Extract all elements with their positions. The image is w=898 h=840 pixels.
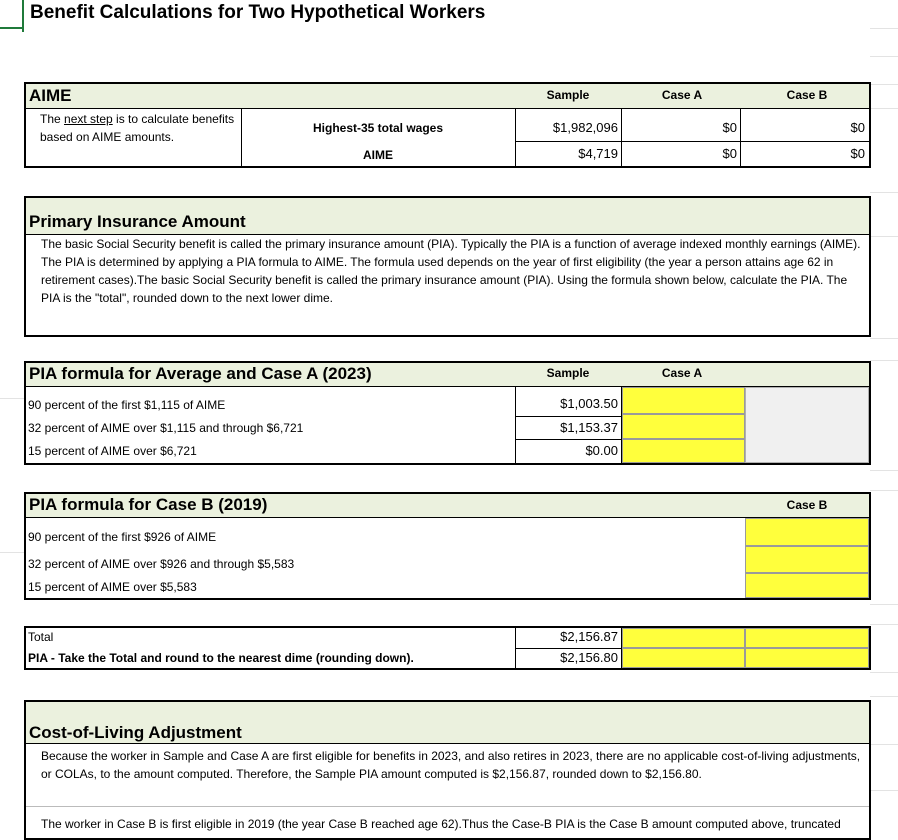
formula-b-row-label: 32 percent of AIME over $926 and through $5,583 [28,557,295,571]
gridline [870,84,898,85]
col-header-sample: Sample [546,366,590,380]
formula-a-row-label: 90 percent of the first $1,115 of AIME [28,398,226,412]
divider [26,517,869,518]
gridline [870,338,898,339]
gridline [870,236,898,237]
aime-row-label-wages: Highest-35 total wages [312,121,444,135]
col-header-case-b: Case B [786,498,828,512]
gridline [870,28,898,29]
aime-heading: AIME [29,86,72,105]
formula-b-row-label: 15 percent of AIME over $5,583 [28,580,197,594]
gridline [870,470,898,471]
cola-heading: Cost-of-Living Adjustment [29,723,242,742]
aime-value-case-b: $0 [850,146,865,161]
gridline [870,56,898,57]
gridline [0,552,24,553]
cola-case-b-note: The worker in Case B is first eligible in 2019 (the year Case B reached age 62).Thus the Case-B PIA is the Case B amount computed above, truncated [41,817,841,831]
divider [26,108,869,109]
aime-value-case-a: $0 [722,146,737,161]
formula-b-row-label: 90 percent of the first $926 of AIME [28,530,217,544]
active-cell-indicator [0,27,22,29]
total-sample-value: $2,156.87 [560,629,618,644]
pia-description: The basic Social Security benefit is called the primary insurance amount (PIA). Typically the PIA is a function of average indexed monthly earnings (AIME). The PIA is determined by applying a PIA formula to AIME. The formula used depends on the year of first eligibility (the year a person attains age 62 in retirement cases).The basic Social Security benefit is called the primary insurance amount (PIA). Using the formula shown below, calculate the PIA. The PIA is the "total", rounded down to the next lower dime. [41,237,861,305]
case-b-input-cell[interactable] [745,518,869,546]
gridline [870,108,898,109]
col-header-case-a: Case A [661,366,703,380]
aime-wages-case-b: $0 [850,120,865,135]
case-b-total-cell[interactable] [745,628,869,648]
case-a-input-cell[interactable] [622,387,745,414]
case-a-input-cell[interactable] [622,414,745,439]
gridline [0,398,24,399]
col-header-sample: Sample [546,88,590,102]
col-header-case-b: Case B [786,88,828,102]
pia-sample-value: $2,156.80 [560,650,618,665]
formula-a-row-label: 32 percent of AIME over $1,115 and through $6,721 [28,421,304,435]
aime-note: The next step is to calculate benefits based on AIME amounts. [40,112,235,144]
divider [515,416,622,417]
aime-wages-sample: $1,982,096 [552,120,618,135]
divider [515,141,869,142]
case-b-input-cell[interactable] [745,546,869,573]
formula-a-heading: PIA formula for Average and Case A (2023) [29,364,372,383]
formula-a-row-label: 15 percent of AIME over $6,721 [28,444,197,458]
gridline [870,624,898,625]
pia-heading: Primary Insurance Amount [29,212,246,231]
aime-header [26,84,869,108]
case-a-pia-cell[interactable] [622,648,745,668]
gridline [870,696,898,697]
active-cell-indicator [22,0,24,32]
total-label: Total [28,630,54,644]
aime-row-label-aime: AIME [363,148,393,162]
divider [26,743,869,744]
case-b-pia-cell[interactable] [745,648,869,668]
disabled-cell [745,387,869,463]
aime-value-sample: $4,719 [578,146,618,161]
divider [515,648,622,649]
case-b-input-cell[interactable] [745,573,869,598]
formula-a-sample-value: $1,003.50 [560,396,618,411]
col-header-case-a: Case A [661,88,703,102]
gridline [870,790,898,791]
formula-a-sample-value: $1,153.37 [560,420,618,435]
gridline [870,490,898,491]
next-step-link[interactable]: next step [64,112,113,126]
gridline [870,744,898,745]
gridline [870,360,898,361]
divider [26,806,869,807]
page-title: Benefit Calculations for Two Hypothetical Workers [30,2,486,23]
gridline [870,672,898,673]
case-a-input-cell[interactable] [622,439,745,463]
formula-b-heading: PIA formula for Case B (2019) [29,495,268,514]
case-a-total-cell[interactable] [622,628,745,648]
gridline [870,192,898,193]
gridline [870,604,898,605]
aime-wages-case-a: $0 [722,120,737,135]
formula-a-sample-value: $0.00 [585,443,618,458]
divider [515,439,622,440]
cola-description: Because the worker in Sample and Case A are first eligible for benefits in 2023, and also retires in 2023, there are no applicable cost-of-living adjustments, or COLAs, to the amount computed. Therefore, the Sample PIA amount computed is $2,156.87, rounded down to $2,156.80. [41,749,861,781]
pia-rounding-label: PIA - Take the Total and round to the nearest dime (rounding down). [28,651,414,665]
